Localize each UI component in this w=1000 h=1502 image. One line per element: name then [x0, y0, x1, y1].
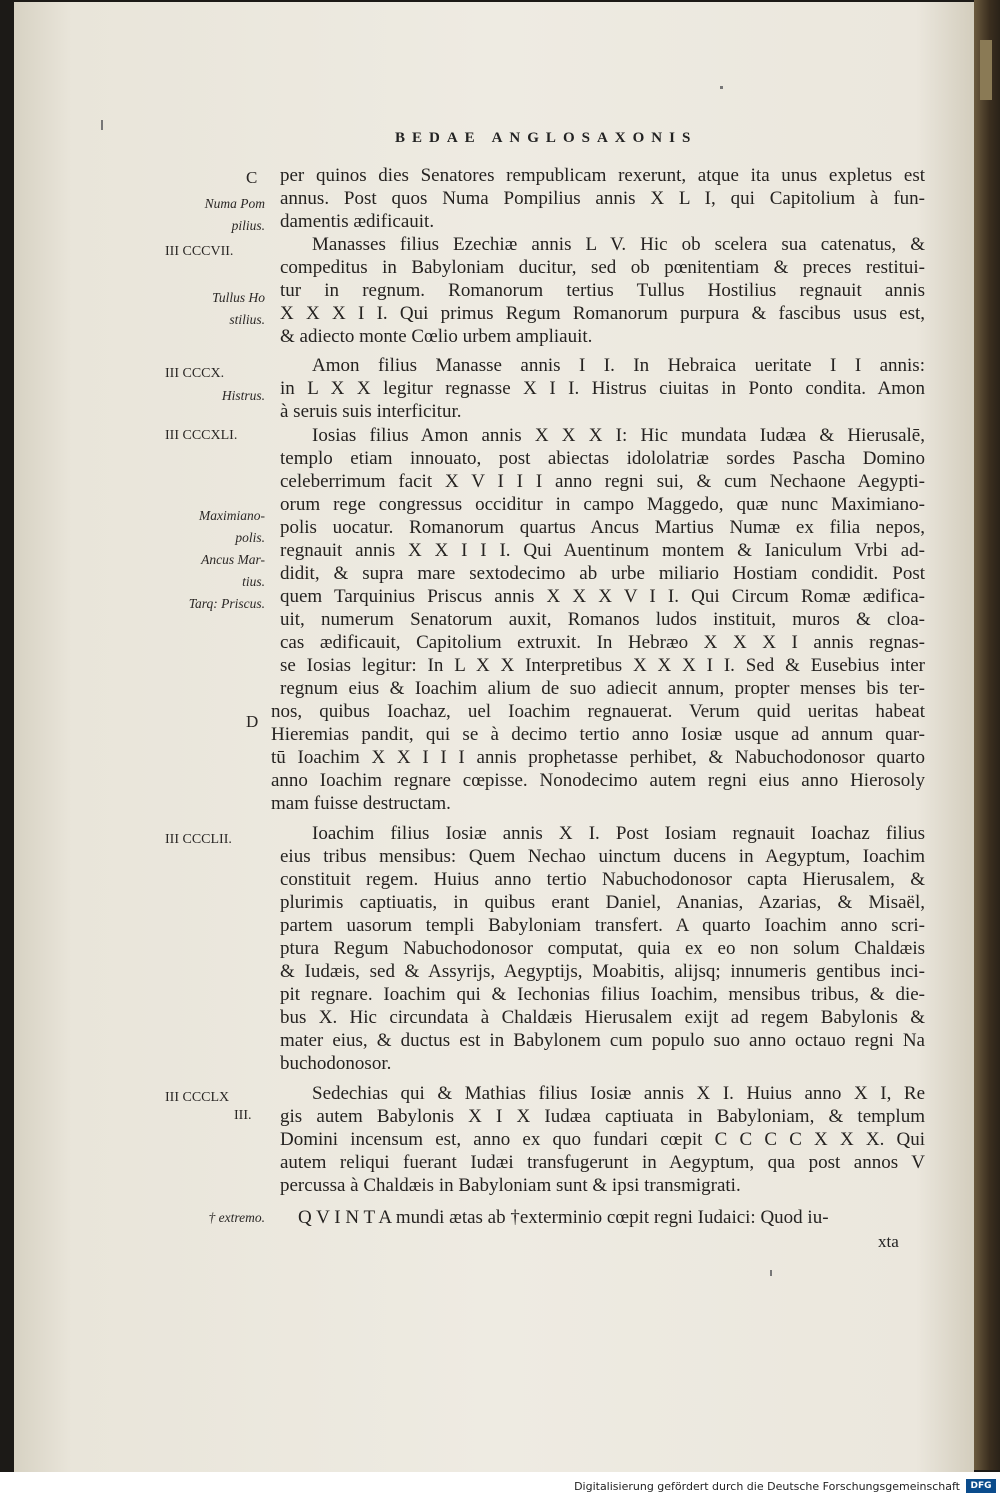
margin-note: pilius.	[231, 218, 265, 233]
text-line: pit regnare. Ioachim qui & Iechonias filius Ioachim, mensibus tribus, & die-	[280, 984, 925, 1005]
catchword: xta	[878, 1232, 899, 1251]
margin-note: Tullus Ho	[212, 290, 265, 305]
margin-note: Histrus.	[221, 388, 265, 403]
text-line: nos, quibus Ioachaz, uel Ioachim regnauerat. Verum quid ueritas habeat	[271, 701, 925, 722]
margin-note: Tarq: Priscus.	[188, 596, 265, 611]
text-line: Iosias filius Amon annis X X X I: Hic mundata Iudæa & Hierusalē,	[312, 425, 925, 446]
text-line: Amon filius Manasse annis I I. In Hebraica ueritate I I annis:	[312, 355, 925, 376]
text-line: buchodonosor.	[280, 1053, 392, 1074]
year-note: III CCCVII.	[165, 244, 234, 259]
text-line: gis autem Babylonis X I X Iudæa captiuata in Babyloniam, & templum	[280, 1106, 925, 1127]
text-line: mam fuisse destructam.	[271, 793, 451, 814]
text-line: didit, & supra mare sextodecimo ab urbe miliario Hostiam condidit. Post	[280, 563, 925, 584]
margin-note: Maximiano-	[199, 508, 265, 523]
text-line: eius tribus mensibus: Quem Nechao uinctum ducens in Aegyptum, Ioachim	[280, 846, 925, 867]
year-note: III.	[234, 1108, 252, 1123]
text-line: polis uocatur. Romanorum quartus Ancus Martius Numæ ex filia nepos,	[280, 517, 925, 538]
text-line: plurimis captiuatis, in quibus erant Daniel, Ananias, Azarias, & Misaël,	[280, 892, 925, 913]
text-line: regnum eius & Ioachim alium de suo adiecit annum, propter menses bis ter-	[280, 678, 925, 699]
text-line: à seruis suis interficitur.	[280, 401, 462, 422]
text-line: mater eius, & ductus est in Babylonem cum populo suo anno octauo regni Na	[280, 1030, 925, 1051]
margin-note: polis.	[235, 530, 265, 545]
text-line: compeditus in Babyloniam ducitur, sed ob pœnitentiam & preces restitui-	[280, 257, 925, 278]
text-line: percussa à Chaldæis in Babyloniam sunt & ipsi transmigrati.	[280, 1175, 741, 1196]
text-line: Ioachim filius Iosiæ annis X I. Post Iosiam regnauit Ioachaz filius	[312, 823, 925, 844]
section-letter: C	[246, 168, 258, 187]
text-line: annus. Post quos Numa Pompilius annis X L I, qui Capitolium à fun-	[280, 188, 925, 209]
year-note: III CCCXLI.	[165, 428, 238, 443]
page-edge	[974, 0, 1000, 1470]
text-line: damentis ædificauit.	[280, 211, 435, 232]
text-line: Sedechias qui & Mathias filius Iosiæ annis X I. Huius anno X I, Re	[312, 1083, 925, 1104]
text-line: X X X I I. Qui primus Regum Romanorum purpura & fascibus usus est,	[280, 303, 925, 324]
text-line: per quinos dies Senatores rempublicam rexerunt, atque ita unus expletus est	[280, 165, 925, 186]
text-line: tur in regnum. Romanorum tertius Tullus Hostilius regnauit annis	[280, 280, 925, 301]
text-line: quem Tarquinius Priscus annis X X X V I I. Qui Circum Romæ ædifica-	[280, 586, 925, 607]
text-line: in L X X legitur regnasse X I I. Histrus ciuitas in Ponto condita. Amon	[280, 378, 925, 399]
text-line: bus X. Hic circundata à Chaldæis Hierusalem exijt ad regem Babylonis &	[280, 1007, 925, 1028]
year-note: III CCCLX	[165, 1090, 230, 1105]
margin-note: Ancus Mar-	[201, 552, 265, 567]
text-line: autem reliqui fuerant Iudæi transfugerunt in Aegyptum, qua post annos V	[280, 1152, 925, 1173]
text-line: uit, numerum Senatorum auxit, Romanos ludos instituit, muros & cloa-	[280, 609, 925, 630]
margin-note: † extremo.	[208, 1210, 265, 1225]
footer-bar	[0, 1472, 1000, 1502]
text-line: cas ædificauit, Capitolium extruxit. In Hebræo X X X I annis regnas-	[280, 632, 925, 653]
text-line: constituit regem. Huius anno tertio Nabuchodonosor capta Hierusalem, &	[280, 869, 925, 890]
ruling-mark	[101, 120, 103, 130]
text-line: Domini incensum est, anno ex quo fundari cœpit C C C C X X X. Qui	[280, 1129, 925, 1150]
ruling-mark	[720, 86, 723, 89]
running-head: BEDAE ANGLOSAXONIS	[395, 130, 698, 146]
margin-note: tius.	[242, 574, 265, 589]
text-line: se Iosias legitur: In L X X Interpretibus X X X I I. Sed & Eusebius inter	[280, 655, 925, 676]
footer-credit: Digitalisierung gefördert durch die Deutsche Forschungsgemeinschaft	[574, 1480, 960, 1493]
section-letter: D	[246, 712, 259, 731]
text-line: celeberrimum facit X V I I I anno regni sui, & cum Nechaone Aegypti-	[280, 471, 925, 492]
year-note: III CCCLII.	[165, 832, 232, 847]
dfg-logo: DFG	[966, 1479, 996, 1493]
text-line: partem uasorum templi Babyloniam transfert. A quarto Ioachim anno scri-	[280, 915, 925, 936]
ruling-mark	[770, 1270, 772, 1276]
edge-marker	[980, 40, 992, 100]
margin-note: stilius.	[229, 312, 265, 327]
year-note: III CCCX.	[165, 366, 225, 381]
text-line: anno Ioachim regnare cœpisse. Nonodecimo autem regni eius anno Hierosoly	[271, 770, 925, 791]
text-line: templo etiam innouato, post abiectas idololatriæ sordes Pascha Domino	[280, 448, 925, 469]
text-line: ptura Regum Nabuchodonosor computat, quia ex eo non solum Chaldæis	[280, 938, 925, 959]
text-line: orum rege congressus occiditur in campo Maggedo, quæ nunc Maximiano-	[280, 494, 925, 515]
margin-note: Numa Pom	[204, 196, 265, 211]
text-line: Manasses filius Ezechiæ annis L V. Hic ob scelera sua catenatus, &	[312, 234, 925, 255]
text-line: Q V I N T A mundi ætas ab †exterminio cœpit regni Iudaici: Quod iu-	[298, 1207, 829, 1228]
text-line: tū Ioachim X X I I I annis prophetasse perhibet, & Nabuchodonosor quarto	[271, 747, 925, 768]
text-line: regnauit annis X X I I I. Qui Auentinum montem & Ianiculum Vrbi ad-	[280, 540, 925, 561]
text-line: & adiecto monte Cœlio urbem ampliauit.	[280, 326, 593, 347]
text-line: Hieremias pandit, qui se à decimo tertio anno Iosiæ usque ad annum quar-	[271, 724, 925, 745]
text-line: & Iudæis, sed & Assyrijs, Aegyptijs, Moabitis, alijsq; innumeris gentibus inci-	[280, 961, 925, 982]
